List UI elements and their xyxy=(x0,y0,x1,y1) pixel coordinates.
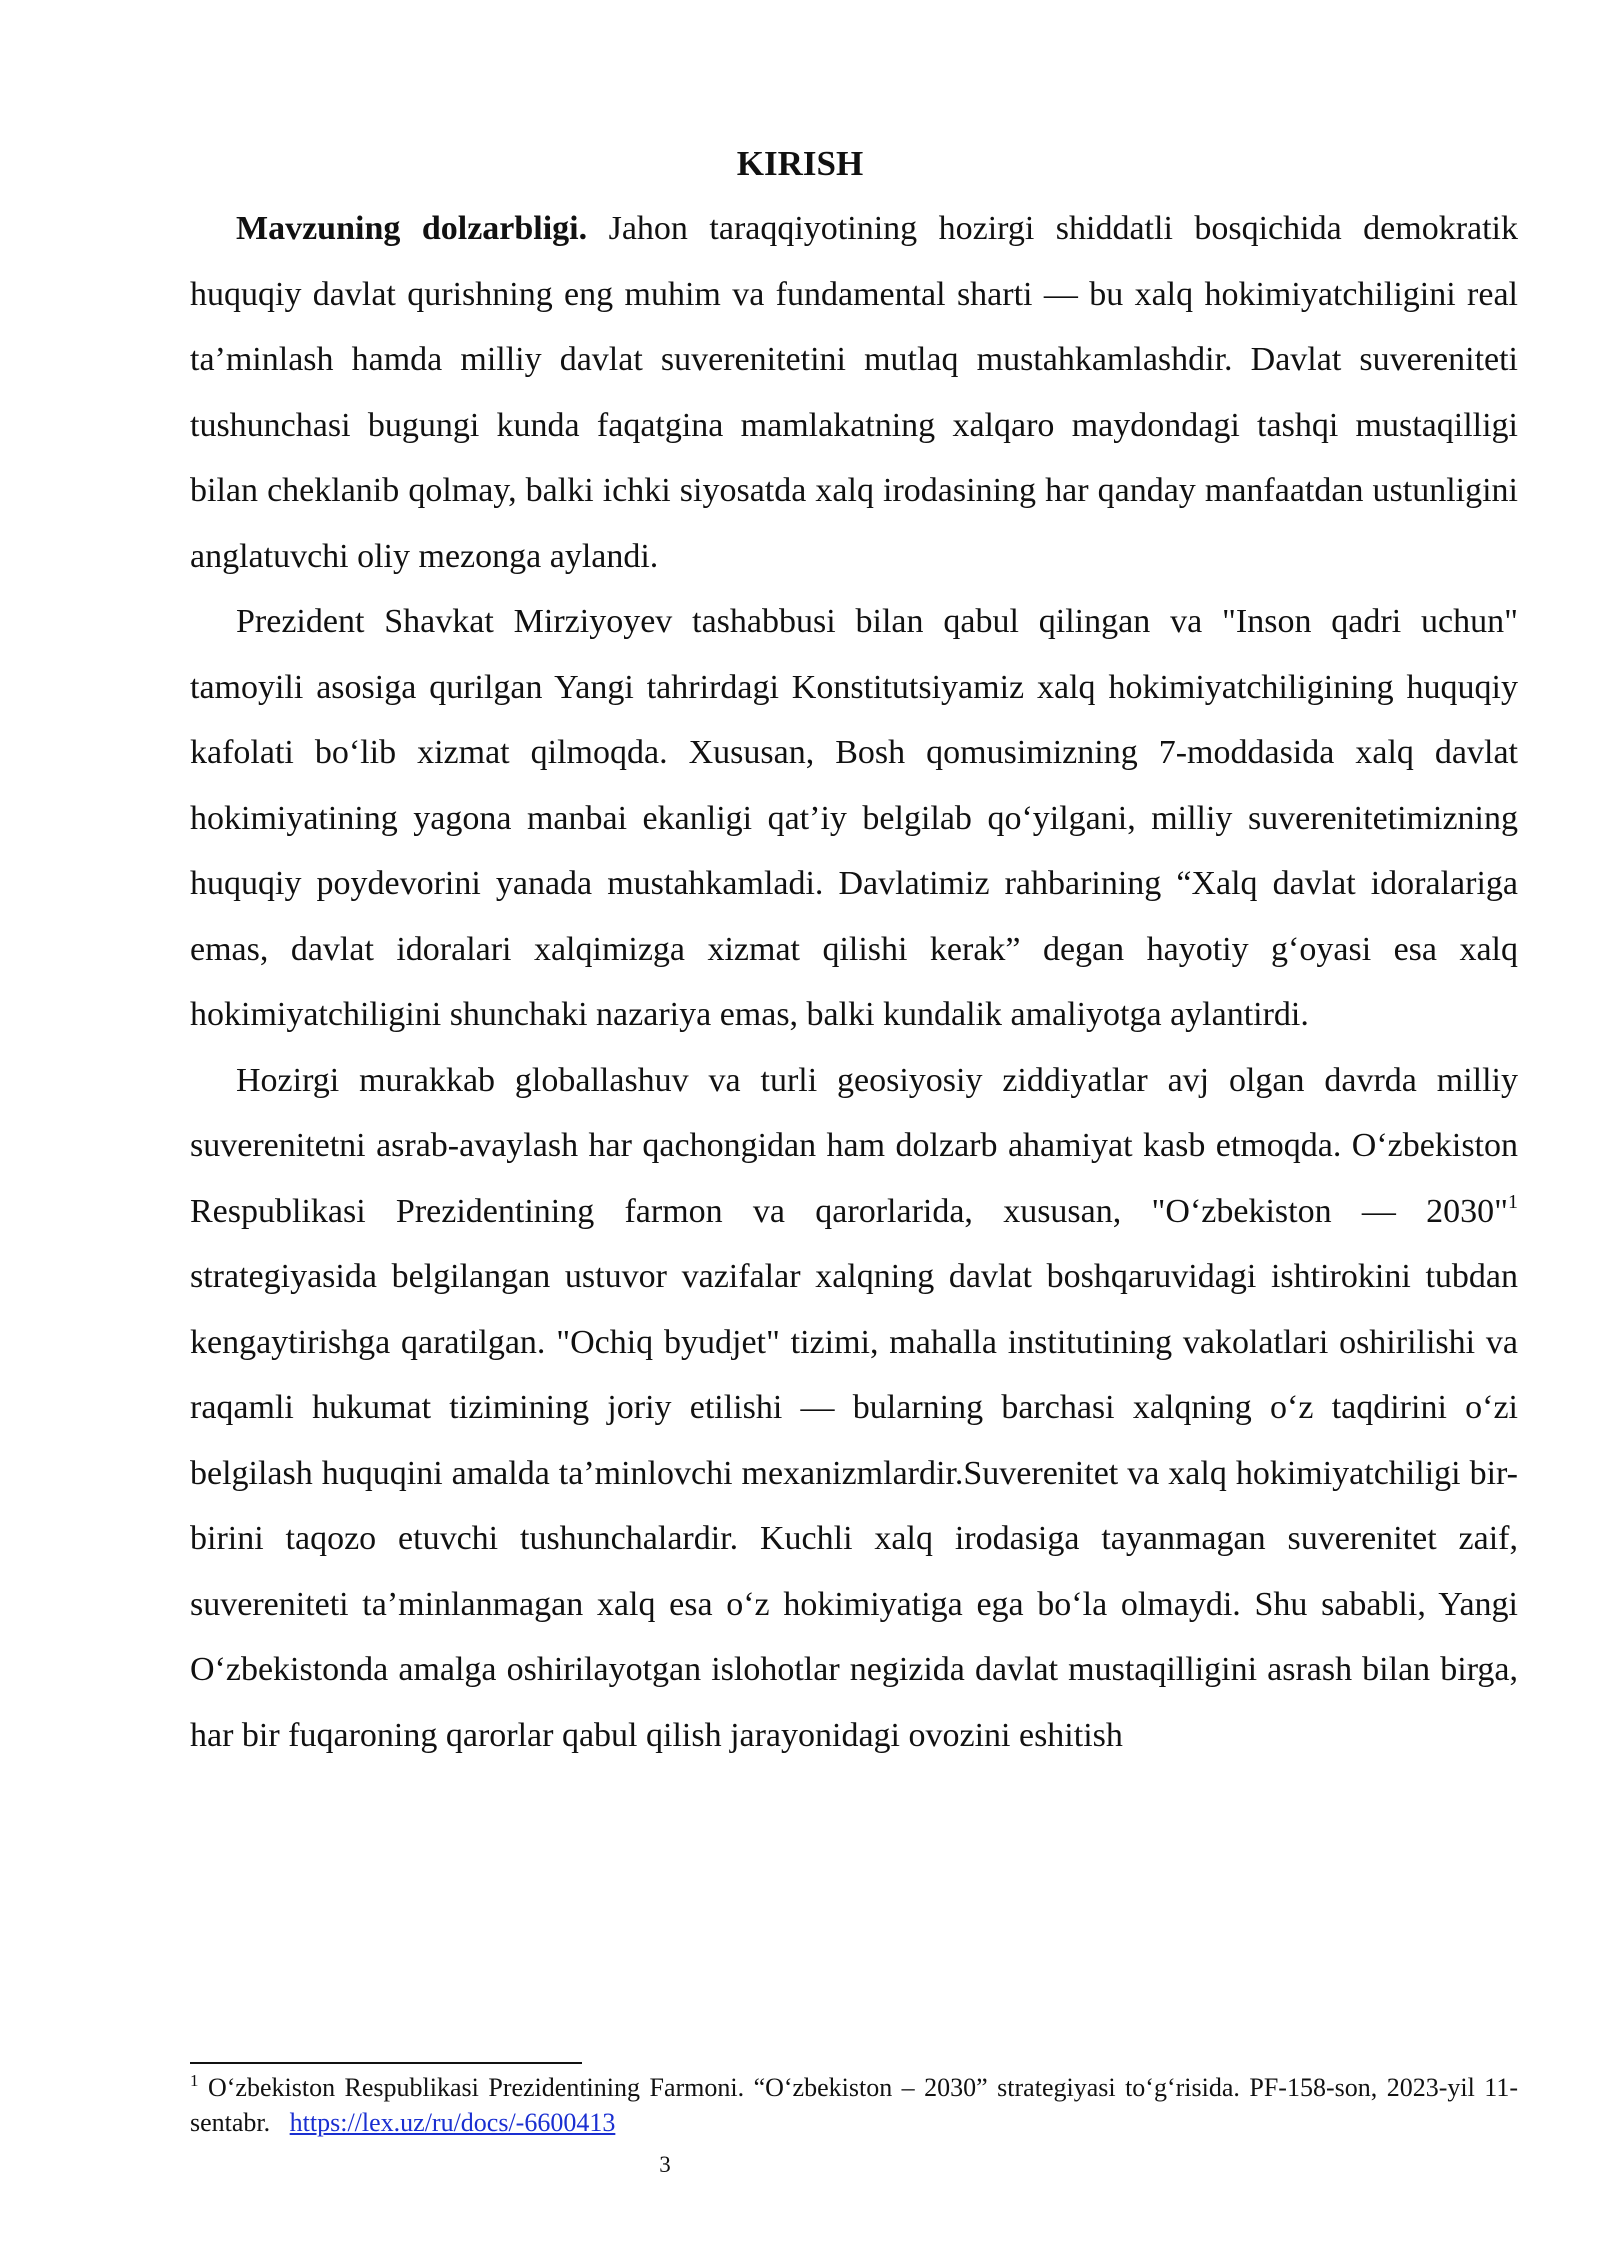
footnote-number: 1 xyxy=(190,2071,199,2090)
paragraph-relevance xyxy=(190,196,1518,589)
section-heading: KIRISH xyxy=(736,144,864,183)
paragraph-lead: Mavzuning dolzarbligi. xyxy=(236,210,588,247)
footnote xyxy=(190,2070,1518,2140)
body-text xyxy=(190,196,1518,1768)
paragraph-text: Jahon taraqqiyotining hozirgi shiddatli bosqichida demokratik huquqiy davlat qurishning eng muhim va fundamental sharti — bu xalq hokimiyatchiligini real ta’minlash hamda milliy davlat suverenitetini mutlaq mustahkamlashdir. Davlat suvereniteti tushunchasi bugungi kunda faqatgina mamlakatning xalqaro maydondagi tashqi mustaqilligi bilan cheklanib qolmay, balki ichki siyosatda xalq irodasining har qanday manfaatdan ustunligini anglatuvchi oliy mezonga aylandi. xyxy=(190,210,1518,575)
paragraph-sovereignty xyxy=(190,1048,1518,1769)
footnote-reference[interactable]: 1 xyxy=(1508,1190,1518,1213)
paragraph-constitution xyxy=(190,589,1518,1048)
paragraph-text-after: strategiyasida belgilangan ustuvor vazifalar xalqning davlat boshqaruvidagi ishtirokini tubdan kengaytirishga qaratilgan. "Ochiq byudjet" tizimi, mahalla institutining vakolatlari oshirilishi va raqamli hukumat tizimining joriy etilishi — bularning barchasi xalqning o‘z taqdirini o‘zi belgilash huquqini amalda ta’minlovchi mexanizmlardir.Suverenitet va xalq hokimiyatchiligi bir-birini taqozo etuvchi tushunchalardir. Kuchli xalq irodasiga tayanmagan suverenitet zaif, suvereniteti ta’minlanmagan xalq esa o‘z hokimiyatiga ega bo‘la olmaydi. Shu sababli, Yangi O‘zbekistonda amalga oshirilayotgan islohotlar negizida davlat mustaqilligini asrash bilan birga, har bir fuqaroning qarorlar qabul qilish jarayonidagi ovozini eshitish xyxy=(190,1258,1518,1754)
footnote-link[interactable]: https://lex.uz/ru/docs/-6600413 xyxy=(289,2108,616,2137)
paragraph-text: Prezident Shavkat Mirziyoyev tashabbusi bilan qabul qilingan va "Inson qadri uchun" tamoyili asosiga qurilgan Yangi tahrirdagi Konstitutsiyamiz xalq hokimiyatchiligining huquqiy kafolati bo‘lib xizmat qilmoqda. Xususan, Bosh qomusimizning 7-moddasida xalq davlat hokimiyatining yagona manbai ekanligi qat’iy belgilab qo‘yilgani, milliy suverenitetimizning huquqiy poydevorini yanada mustahkamladi. Davlatimiz rahbarining “Xalq davlat idoralariga emas, davlat idoralari xalqimizga xizmat qilishi kerak” degan hayotiy g‘oyasi esa xalq hokimiyatchiligini shunchaki nazariya emas, balki kundalik amaliyotga aylantirdi. xyxy=(190,603,1518,1033)
footnote-text: O‘zbekiston Respublikasi Prezidentining Farmoni. “O‘zbekiston – 2030” strategiyasi to‘g‘risida. PF-158-son, 2023-yil 11-sentabr. xyxy=(190,2073,1518,2137)
page-number: 3 xyxy=(659,2152,671,2177)
footnote-separator xyxy=(190,2062,582,2064)
paragraph-text-before: Hozirgi murakkab globallashuv va turli geosiyosiy ziddiyatlar avj olgan davrda milliy suverenitetni asrab-avaylash har qachongidan ham dolzarb ahamiyat kasb etmoqda. O‘zbekiston Respublikasi Prezidentining farmon va qarorlarida, xususan, "O‘zbekiston — 2030" xyxy=(190,1061,1518,1230)
